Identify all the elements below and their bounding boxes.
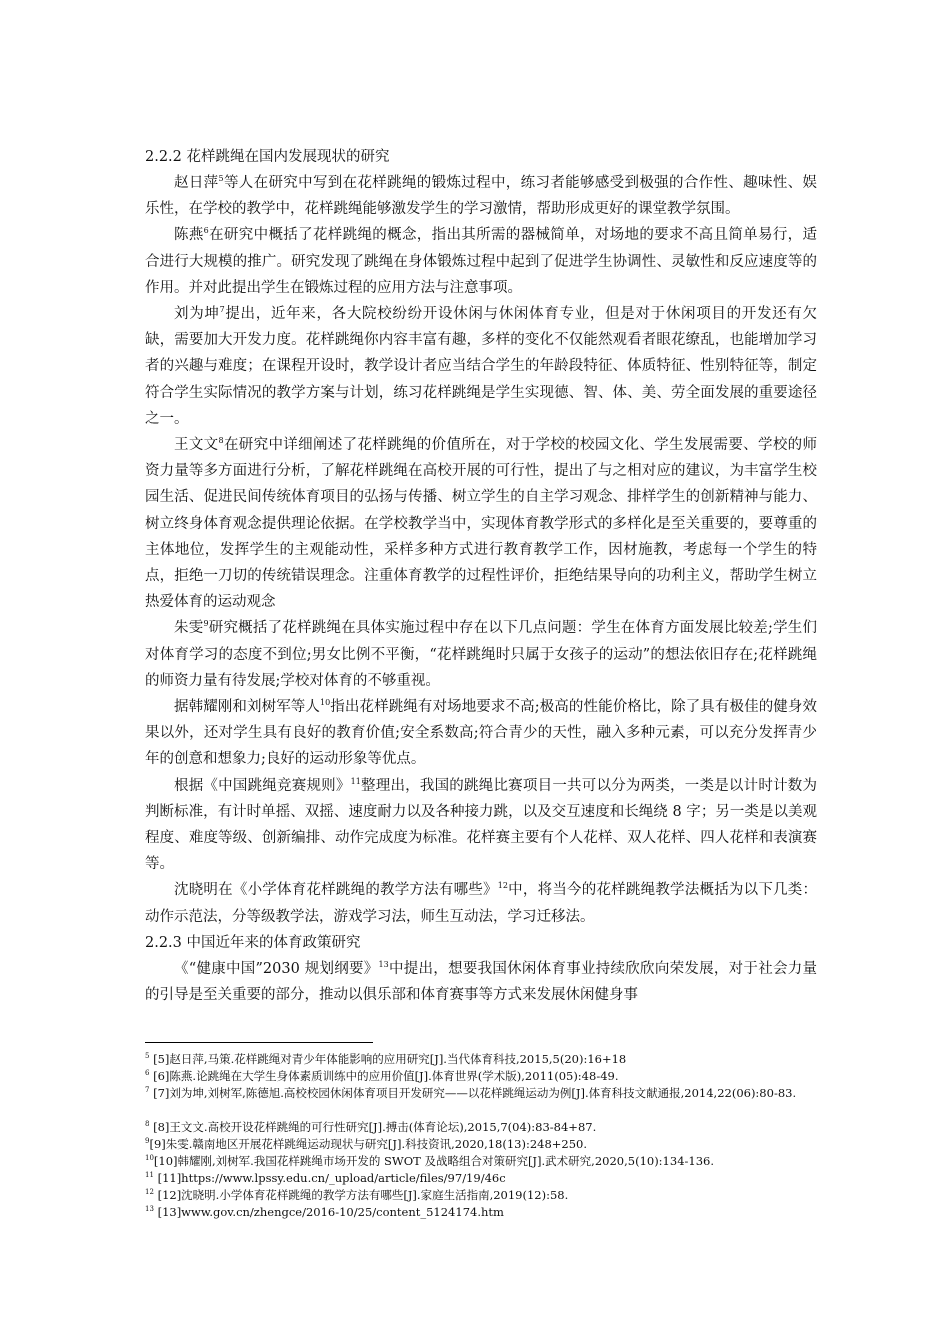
paragraph: 根据《中国跳绳竞赛规则》$^{11}$整理出，我国的跳绳比赛项目一共可以分为两类，一类是以计时计数为判断标准，有计时单摇、双摇、速度耐力以及各种接力跳，以及交互速度和长绳绕 8 字；另一类是以美观程度、难度等级、创新编排、动作完成度为标准。花样赛主要有个人花样、双人花样、四人花样和表演赛等。 [145,776,818,873]
footnote-ref[interactable]: 7 [219,305,225,315]
footnote-ref[interactable]: 9 [203,619,209,629]
footnote-ref[interactable]: 5 [218,174,224,184]
paragraph: 朱雯$^9$研究概括了花样跳绳在具体实施过程中存在以下几点问题：学生在体育方面发展比较差;学生们对体育学习的态度不到位;男女比例不平衡，“花样跳绳时只属于女孩子的运动”的想法依旧存在;花样跳绳的师资力量有待发展;学校对体育的不够重视。 [145,619,817,689]
paragraph: 据韩耀刚和刘树军等人$^{10}$指出花样跳绳有对场地要求不高;极高的性能价格比，除了具有极佳的健身效果以外，还对学生具有良好的教育价值;安全系数高;符合青少的天性，融入多种元素，可以充分发挥青少年的创意和想象力;良好的运动形象等优点。 [145,698,818,768]
footnote: $^{11}$ [11]https://www.lpssy.edu.cn/_upload/article/files/97/19/46c [145,1171,506,1185]
section-heading: 2.2.2 花样跳绳在国内发展现状的研究 [145,149,390,165]
footnote-ref[interactable]: 12 [497,881,508,891]
footnote: $^{13}$ [13]www.gov.cn/zhengce/2016-10/25/content_5124174.htm [145,1205,504,1219]
footnote-separator [145,1042,373,1043]
body-text [145,144,817,1008]
footnote-ref[interactable]: 13 [378,960,389,970]
footnote-ref[interactable]: 8 [218,436,224,446]
paragraph: 《“健康中国”2030 规划纲要》$^{13}$中提出，想要我国休闲体育事业持续欣欣向荣发展，对于社会力量的引导是至关重要的部分，推动以俱乐部和体育赛事等方式来发展休闲健身事 [145,960,817,1004]
paragraph: 刘为坤$^7$提出，近年来，各大院校纷纷开设休闲与休闲体育专业，但是对于休闲项目的开发还有欠缺，需要加大开发力度。花样跳绳你内容丰富有趣，多样的变化不仅能然观看者眼花缭乱，也能增加学习者的兴趣与难度；在课程开设时，教学设计者应当结合学生的年龄段特征、体质特征、性别特征等，制定符合学生实际情况的教学方案与计划，练习花样跳绳是学生实现德、智、体、美、劳全面发展的重要途径之一。 [145,305,818,427]
footnote-ref[interactable]: 10 [320,698,331,708]
footnote: $^6$ [6]陈燕.论跳绳在大学生身体素质训练中的应用价值[J].体育世界(学术版),2011(05):48-49. [145,1069,619,1083]
paragraph: 赵日萍$^5$等人在研究中写到在花样跳绳的锻炼过程中，练习者能够感受到极强的合作性、趣味性、娱乐性，在学校的教学中，花样跳绳能够激发学生的学习激情，帮助形成更好的课堂教学氛围。 [145,174,818,218]
footnote: $^8$ [8]王文文.高校开设花样跳绳的可行性研究[J].搏击(体育论坛),2015,7(04):83-84+87. [145,1120,597,1134]
footnote: $^7$ [7]刘为坤,刘树军,陈德旭.高校校园休闲体育项目开发研究——以花样跳绳运动为例[J].体育科技文献通报,2014,22(06):80-83. [145,1086,797,1100]
footnote: $^5$ [5]赵日萍,马策.花样跳绳对青少年体能影响的应用研究[J].当代体育科技,2015,5(20):16+18 [145,1052,627,1066]
footnote: $^{10}$[10]韩耀刚,刘树军.我国花样跳绳市场开发的 SWOT 及战略组合对策研究[J].武术研究,2020,5(10):134-136. [145,1154,714,1168]
section-heading: 2.2.3 中国近年来的体育政策研究 [145,934,361,951]
paragraph: 沈晓明在《小学体育花样跳绳的教学方法有哪些》$^{12}$中，将当今的花样跳绳教学法概括为以下几类：动作示范法，分等级教学法，游戏学习法，师生互动法，学习迁移法。 [145,881,817,925]
footnotes [145,1051,817,1221]
footnote: $^9$[9]朱雯.赣南地区开展花样跳绳运动现状与研究[J].科技资讯,2020,18(13):248+250. [145,1137,588,1151]
footnote-gap [145,1102,817,1119]
paragraph: 陈燕$^6$在研究中概括了花样跳绳的概念，指出其所需的器械简单，对场地的要求不高且简单易行，适合进行大规模的推广。研究发现了跳绳在身体锻炼过程中起到了促进学生协调性、灵敏性和反应速度等的作用。并对此提出学生在锻炼过程的应用方法与注意事项。 [145,226,817,296]
footnote-ref[interactable]: 6 [203,226,209,236]
footnote: $^{12}$ [12]沈晓明.小学体育花样跳绳的教学方法有哪些[J].家庭生活指南,2019(12):58. [145,1188,569,1202]
paragraph: 王文文$^8$在研究中详细阐述了花样跳绳的价值所在，对于学校的校园文化、学生发展需要、学校的师资力量等多方面进行分析，了解花样跳绳在高校开展的可行性，提出了与之相对应的建议，为丰富学生校园生活、促进民间传统体育项目的弘扬与传播、树立学生的自主学习观念、排样学生的创新精神与能力、树立终身体育观念提供理论依据。在学校教学当中，实现体育教学形式的多样化是至关重要的，要尊重的主体地位，发挥学生的主观能动性，采样多种方式进行教育教学工作，因材施教，考虑每一个学生的特点，拒绝一刀切的传统错误理念。注重体育教学的过程性评价，拒绝结果导向的功利主义，帮助学生树立热爱体育的运动观念 [145,436,818,611]
footnote-ref[interactable]: 11 [350,776,361,786]
